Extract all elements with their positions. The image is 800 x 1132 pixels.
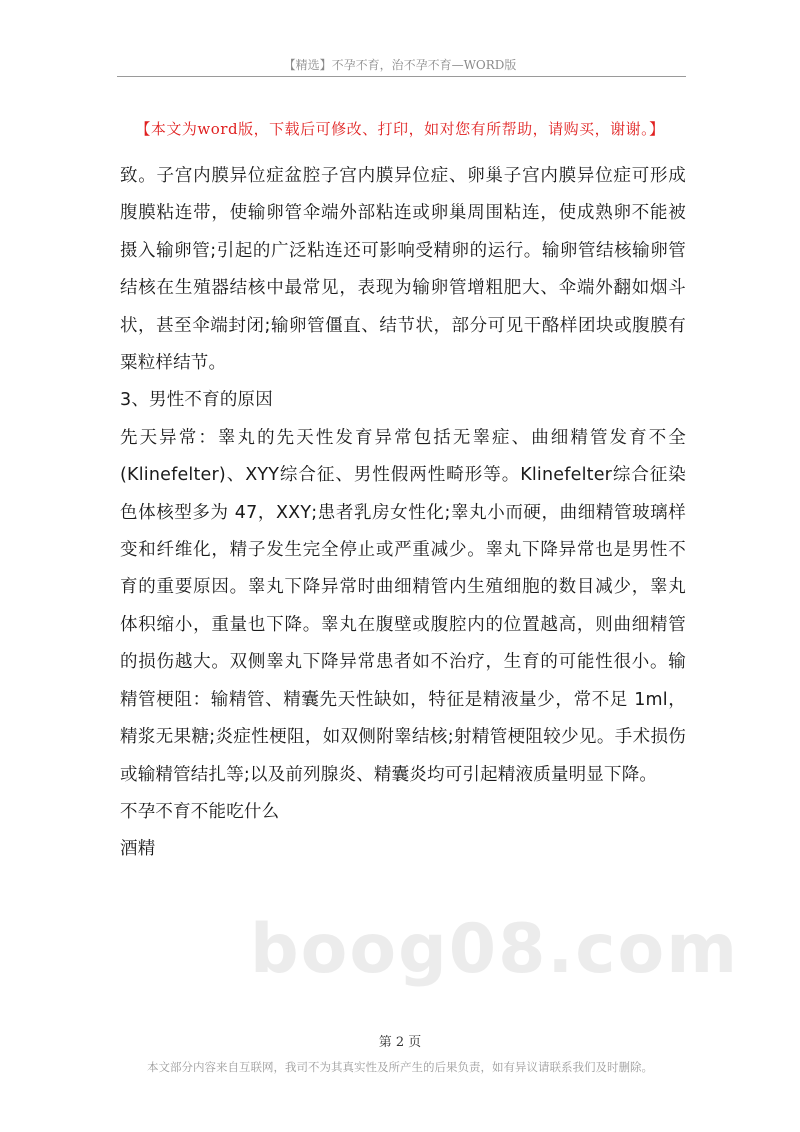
page-number: 第 2 页 xyxy=(378,1035,422,1050)
paragraph-alcohol: 酒精 xyxy=(120,839,156,860)
paragraph-male-infertility-causes: 先天异常：睾丸的先天性发育异常包括无睾症、曲细精管发育不全(Klinefelter)、XYY综合征、男性假两性畸形等。Klinefelter综合征染色体核型多为 47，XXY;患者乳房女性化;睾丸小而硬，曲细精管玻璃样变和纤维化，精子发生完全停止或严重减少。睾丸下降异常也是男性不育的重要原因。睾丸下降异常时曲细精管内生殖细胞的数目减少，睾丸体积缩小，重量也下降。睾丸在腹壁或腹腔内的位置越高，则曲细精管的损伤越大。双侧睾丸下降异常患者如不治疗，生育的可能性很小。输精管梗阻：输精管、精囊先天性缺如，特征是精液量少，常不足 1ml，精浆无果糖;炎症性梗阻，如双侧附睾结核;射精管梗阻较少见。手术损伤或输精管结扎等;以及前列腺炎、精囊炎均可引起精液质量明显下降。 xyxy=(120,427,686,785)
site-watermark: boog08.com xyxy=(250,910,740,989)
document-body xyxy=(120,158,686,869)
page-footer-disclaimer: 本文部分内容来自互联网，我司不为其真实性及所产生的后果负责，如有异议请联系我们及时删除。 xyxy=(147,1060,653,1074)
header-divider xyxy=(117,76,686,77)
download-notice: 【本文为word版，下载后可修改、打印，如对您有所帮助，请购买，谢谢。】 xyxy=(135,120,665,138)
section-heading-male-infertility: 3、男性不育的原因 xyxy=(120,390,273,411)
section-heading-foods-to-avoid: 不孕不育不能吃什么 xyxy=(120,801,280,822)
page-header: 【精选】不孕不育，治不孕不育—WORD版 xyxy=(283,58,517,72)
paragraph-endometriosis-tuberculosis: 致。子宫内膜异位症盆腔子宫内膜异位症、卵巢子宫内膜异位症可形成腹膜粘连带，使输卵管伞端外部粘连或卵巢周围粘连，使成熟卵不能被摄入输卵管;引起的广泛粘连还可影响受精卵的运行。输卵管结核输卵管结核在生殖器结核中最常见，表现为输卵管增粗肥大、伞端外翻如烟斗状，甚至伞端封闭;输卵管僵直、结节状，部分可见干酪样团块或腹膜有粟粒样结节。 xyxy=(120,166,686,374)
